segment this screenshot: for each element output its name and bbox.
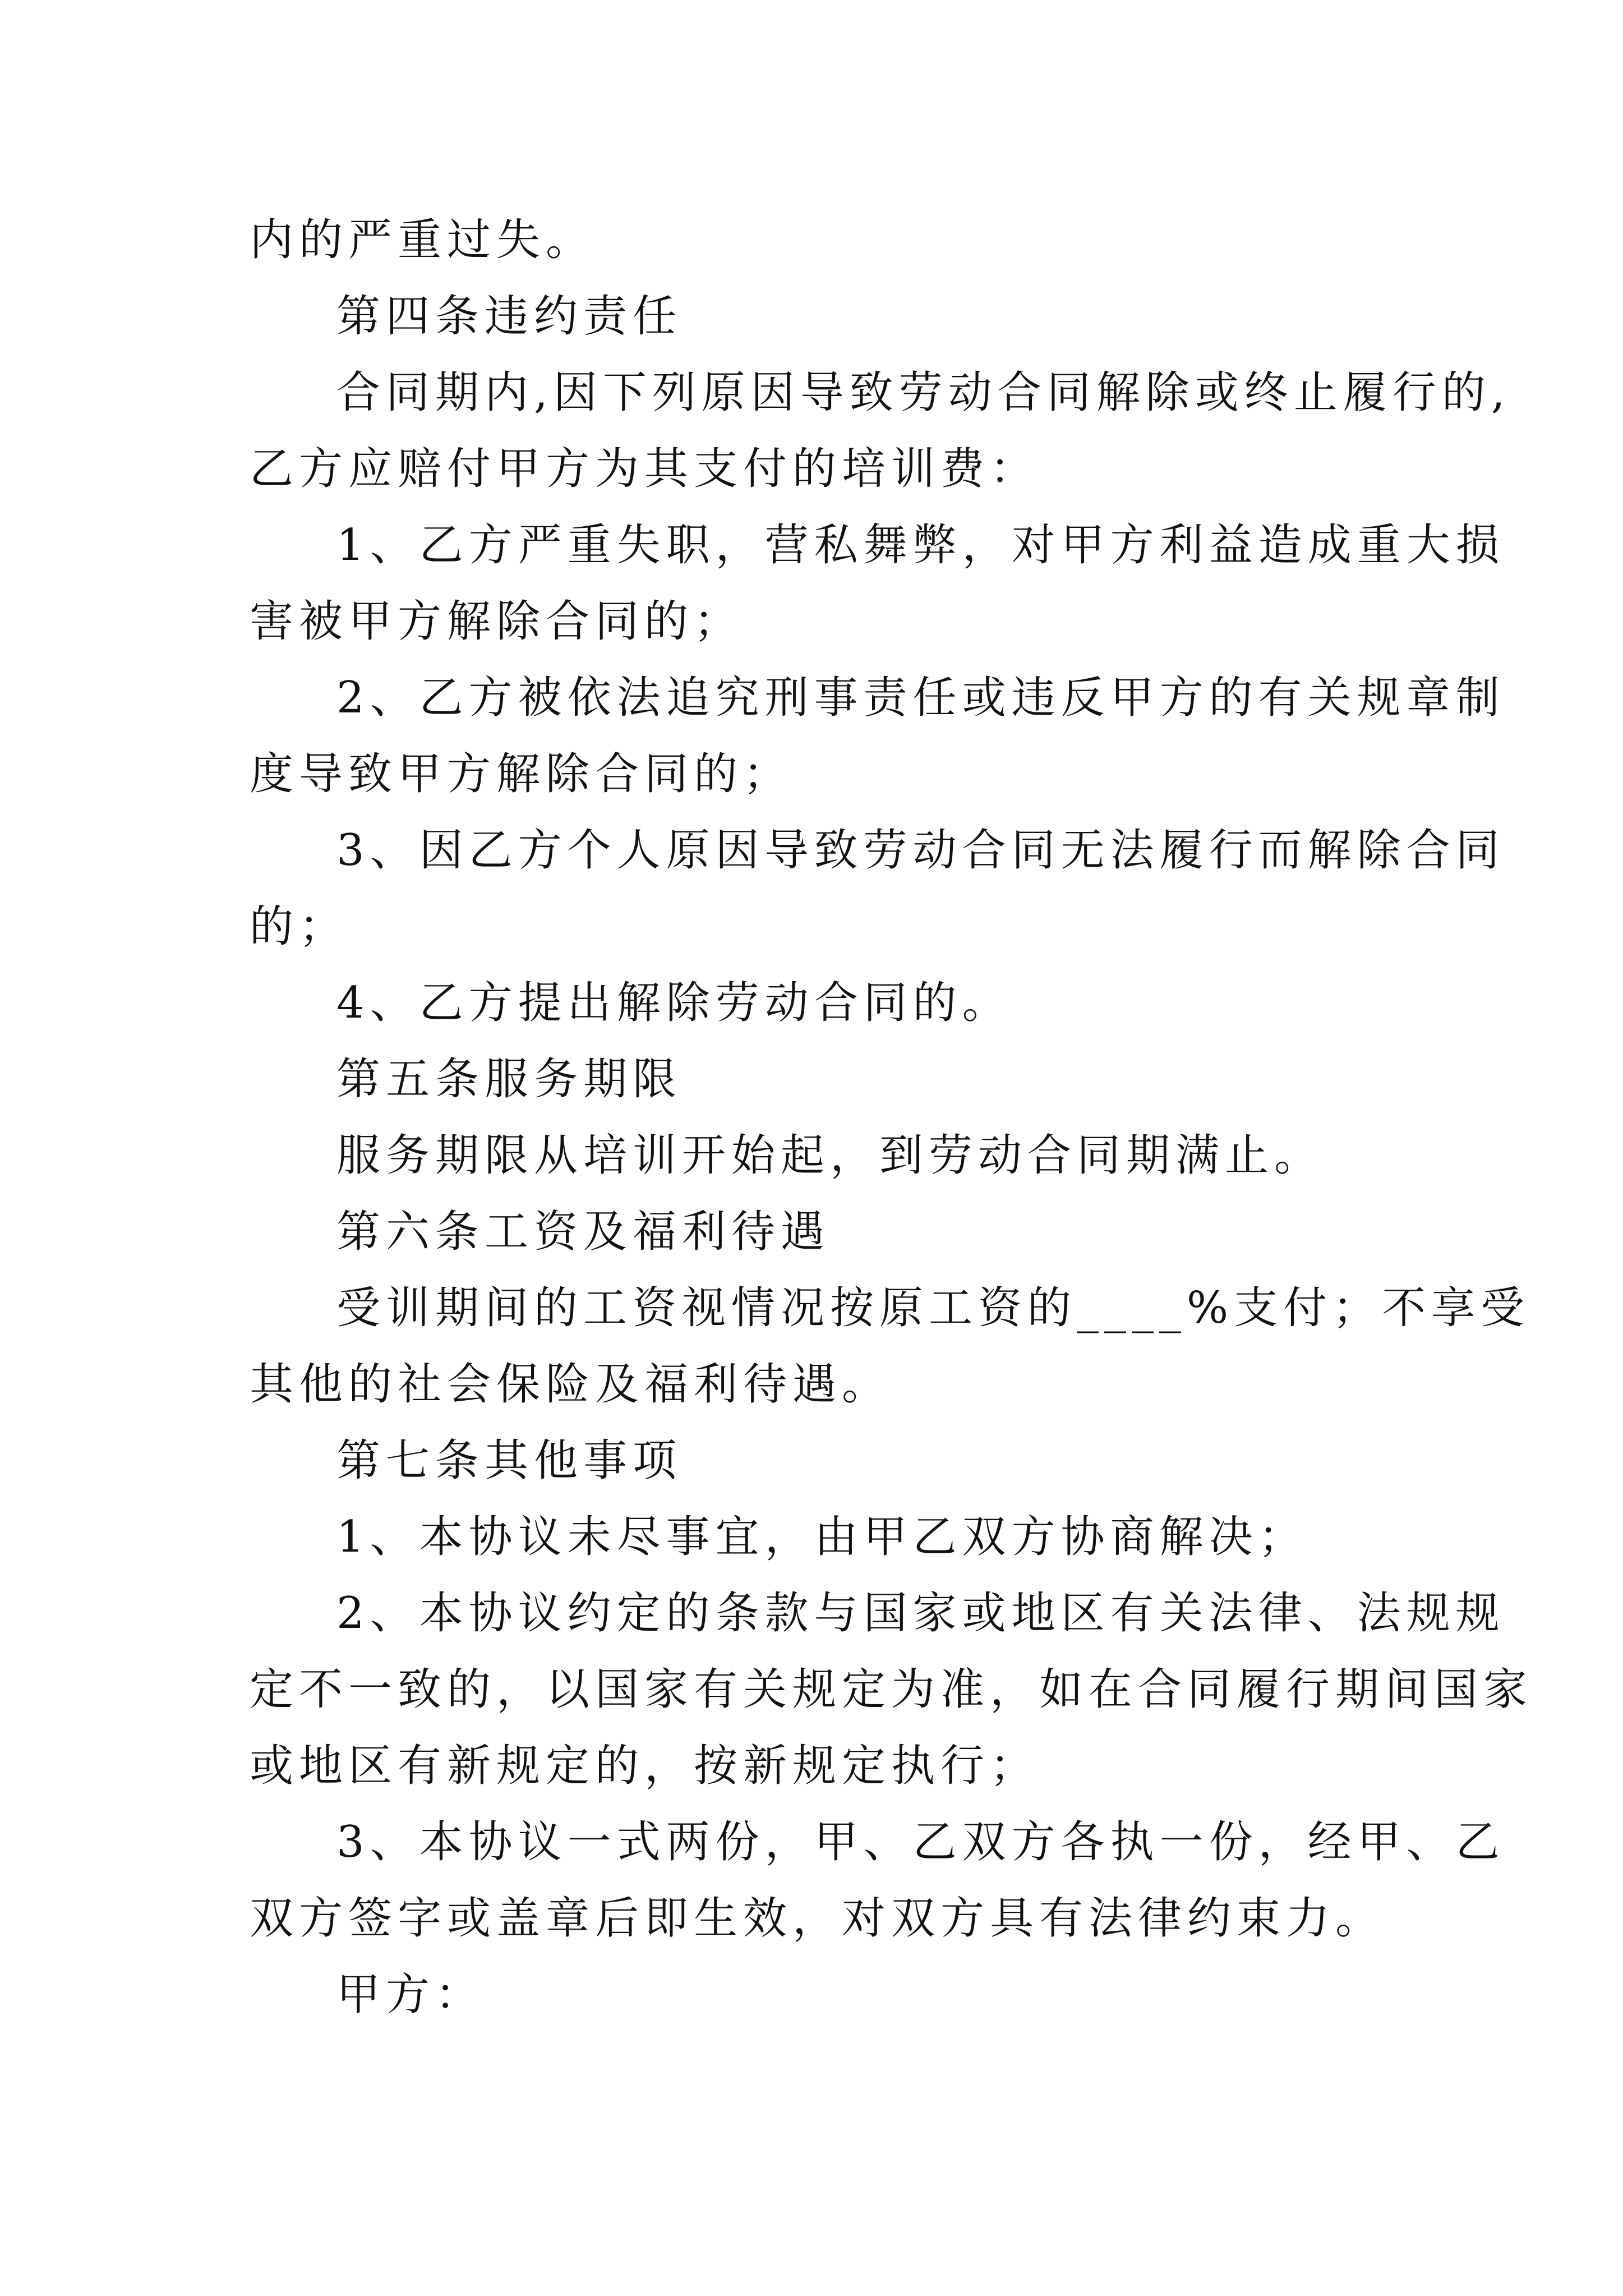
section-heading: 第五条服务期限 (336, 1054, 683, 1105)
text-line: 定不一致的，以国家有关规定为准，如在合同履行期间国家 (250, 1664, 1533, 1715)
text-line: 双方签字或盖章后即生效，对双方具有法律约束力。 (250, 1893, 1385, 1944)
list-item: 3、因乙方个人原因导致劳动合同无法履行而解除合同 (336, 825, 1505, 876)
list-item: 1、乙方严重失职，营私舞弊，对甲方利益造成重大损 (336, 520, 1505, 570)
section-heading: 第四条违约责任 (336, 291, 683, 342)
list-item: 2、本协议约定的条款与国家或地区有关法律、法规规 (336, 1588, 1505, 1639)
text-line: 其他的社会保险及福利待遇。 (250, 1359, 892, 1410)
text-line: 或地区有新规定的，按新规定执行； (250, 1741, 1040, 1791)
text-line: 害被甲方解除合同的； (250, 596, 744, 647)
text-line: 乙方应赔付甲方为其支付的培训费： (250, 444, 1040, 494)
text-line: 服务期限从培训开始起，到劳动合同期满止。 (336, 1130, 1324, 1181)
text-line: 的； (250, 901, 349, 952)
text-line: 内的严重过失。 (250, 215, 596, 265)
list-item: 2、乙方被依法追究刑事责任或违反甲方的有关规章制 (336, 673, 1505, 723)
text-line: 合同期内,因下列原因导致劳动合同解除或终止履行的, (336, 367, 1511, 418)
signature-label: 甲方： (336, 1970, 485, 2020)
section-heading: 第六条工资及福利待遇 (336, 1207, 831, 1257)
list-item: 1、本协议未尽事宜，由甲乙双方协商解决； (336, 1512, 1308, 1562)
list-item: 4、乙方提出解除劳动合同的。 (336, 978, 1012, 1028)
section-heading: 第七条其他事项 (336, 1435, 683, 1486)
list-item: 3、本协议一式两份，甲、乙双方各执一份，经甲、乙 (336, 1817, 1505, 1867)
text-line: 受训期间的工资视情况按原工资的____%支付；不享受 (336, 1283, 1530, 1333)
text-line: 度导致甲方解除合同的； (250, 749, 793, 799)
